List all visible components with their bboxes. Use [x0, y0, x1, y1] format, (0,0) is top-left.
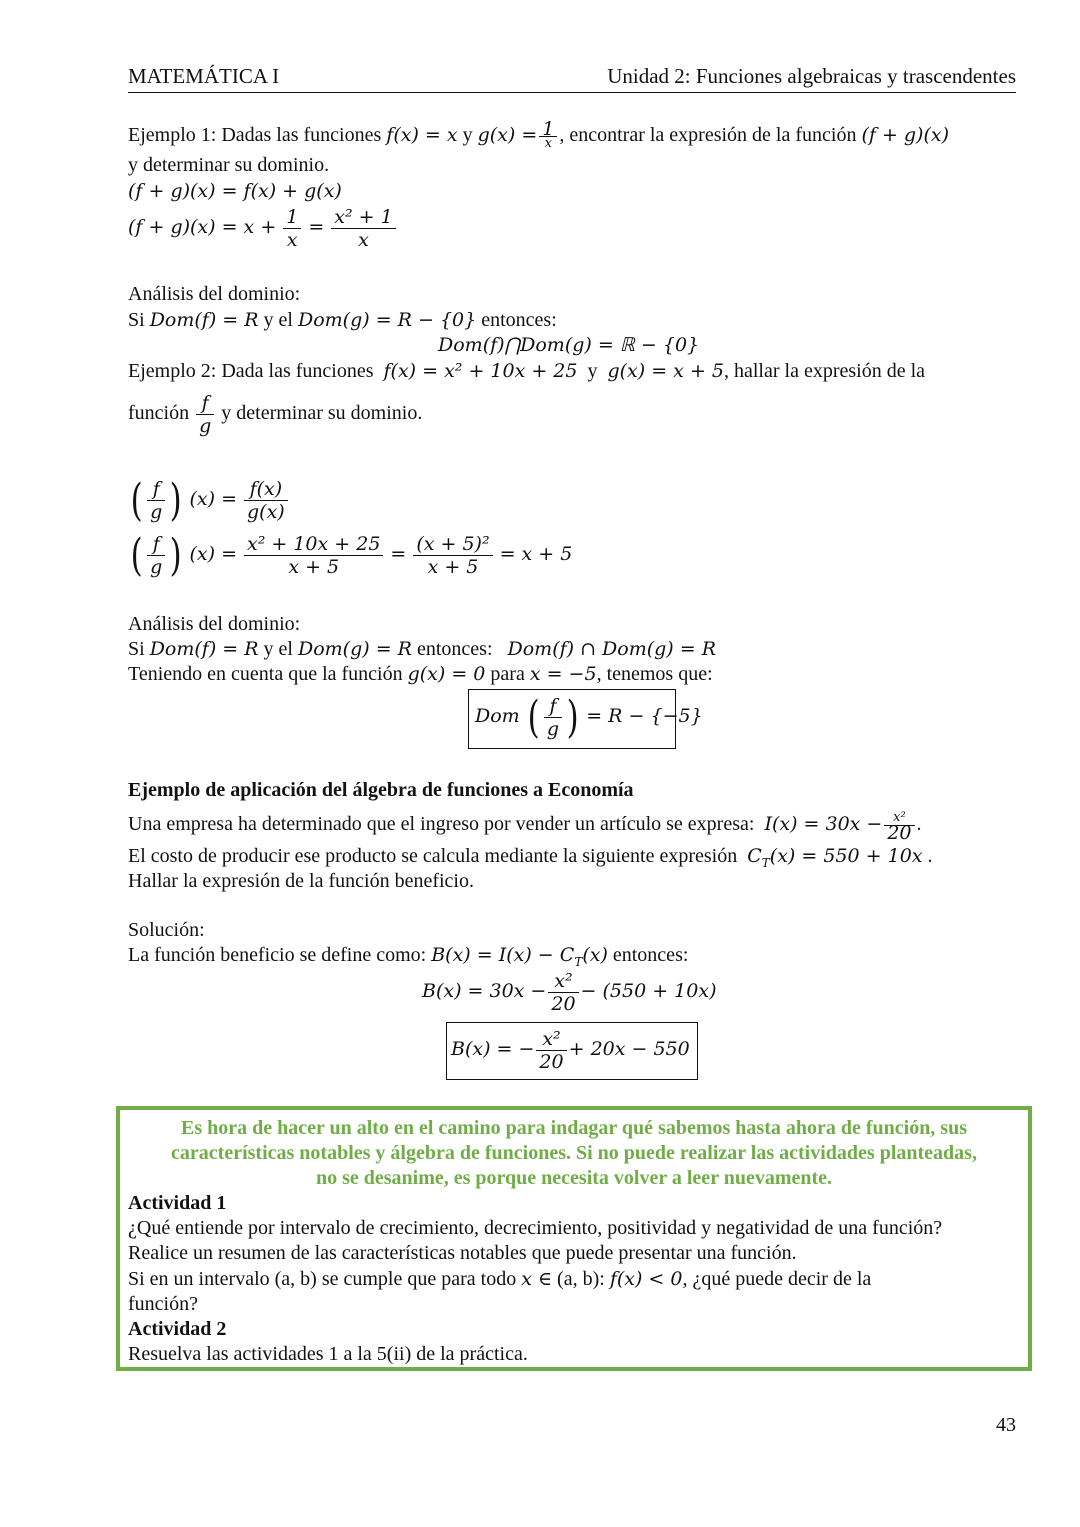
ex1-domain-line: Si Dom(f) = R y el Dom(g) = R − {0} entonces: [128, 309, 557, 331]
ex1-suffix: , encontrar la expresión de la función [559, 124, 857, 147]
econ-result-box: B(x) = − $\frac{\text{x²}}{20}$ + 20x − 550 [446, 1022, 698, 1080]
activity1-line2: Realice un resumen de las características notables que puede presentar una función. [128, 1242, 797, 1264]
ex1-prefix: Ejemplo 1: Dadas las funciones [128, 124, 382, 147]
activity1-title: Actividad 1 [128, 1192, 227, 1214]
ex2-statement-line2: función $\frac{f}{g}$ y determinar su dominio. [128, 392, 423, 437]
econ-eq1: B(x) = 30x − $\frac{\text{x²}}{20}$ − (550 + 10x) [422, 970, 717, 1015]
ex2-domain-title: Análisis del dominio: [128, 613, 301, 635]
activity2-line1: Resuelva las actividades 1 a la 5(ii) de la práctica. [128, 1343, 528, 1365]
ex2-eq1: ( $\frac{f}{g}$ ) (x) = $\frac{f(x)}{g(x)}$ [128, 478, 290, 523]
activity-intro-line2: características notables y álgebra de funciones. Si no puede realizar las actividades planteadas, [171, 1142, 977, 1164]
ex1-eq2-frac1: $\frac{1}{x}$ [283, 206, 301, 251]
activity1-line4: función? [128, 1293, 198, 1315]
ex2-teniendo-line: Teniendo en cuenta que la función g(x) = 0 para x = −5, tenemos que: [128, 663, 713, 685]
ex1-statement-line1 [128, 118, 950, 151]
activity-box [116, 1106, 1032, 1371]
ex2-statement-line1: Ejemplo 2: Dada las funciones f(x) = x² + 10x + 25 y g(x) = x + 5, hallar la expresión de la [128, 360, 926, 382]
activity-intro-line1: Es hora de hacer un alto en el camino para indagar qué sabemos hasta ahora de función, sus [180, 1117, 967, 1139]
ex1-f-def: f(x) = x [386, 124, 458, 147]
econ-title: Ejemplo de aplicación del álgebra de funciones a Economía [128, 779, 634, 801]
ex1-y: y [462, 124, 473, 147]
econ-solution-title: Solución: [128, 919, 205, 941]
activity-intro-line3: no se desanime, es porque necesita volver a leer nuevamente. [315, 1167, 833, 1189]
ex2-eq2-frac2: $\frac{\text{(x + 5)²}}{x + 5}$ [413, 533, 492, 578]
ex2-eq2-frac1: $\frac{\text{x² + 10x + 25}}{x + 5}$ [244, 533, 383, 578]
ex1-eq1: (f + g)(x) = f(x) + g(x) [128, 180, 342, 202]
econ-solution-line1: La función beneficio se define como: $B(x) = I(x) - C_T(x)$ entonces: [128, 944, 689, 969]
ex2-domain-line: Si Dom(f) = R y el Dom(g) = R entonces: Dom(f) ∩ Dom(g) = R [128, 638, 717, 660]
ex2-domain-box: Dom ( $\frac{f}{g}$ ) = R − {−5} [468, 689, 676, 749]
ex1-domain-result: Dom(f)⋂Dom(g) = ℝ − {0} [438, 334, 700, 356]
ex2-eq2: ( $\frac{f}{g}$ ) (x) = $\frac{\text{x² + 10x + 25}}{x + 5}$ = $\frac{\text{(x + 5)²}}{x + 5}$ = x + 5 [130, 529, 573, 581]
page-header [128, 64, 1016, 93]
course-title: MATEMÁTICA I [128, 64, 280, 88]
ex1-g-fraction: $\frac{1}{x}$ [539, 122, 557, 151]
ex1-sum-fn: (f + g)(x) [861, 124, 950, 147]
activity2-title: Actividad 2 [128, 1318, 227, 1340]
ex1-statement-line2: y determinar su dominio. [128, 154, 330, 176]
ex1-eq2: (f + g)(x) = x + $\frac{1}{x}$ = $\frac{\text{x² + 1}}{x}$ [128, 206, 398, 251]
activity1-line1: ¿Qué entiende por intervalo de crecimiento, decrecimiento, positividad y negatividad de una función? [128, 1217, 943, 1239]
ex1-eq2-frac2: $\frac{\text{x² + 1}}{x}$ [331, 206, 395, 251]
page-number: 43 [996, 1414, 1016, 1436]
ex1-domain-title: Análisis del dominio: [128, 283, 301, 305]
unit-title: Unidad 2: Funciones algebraicas y trascendentes [607, 64, 1016, 88]
ex2-fg-fraction: $\frac{f}{g}$ [196, 392, 214, 437]
econ-line1: Una empresa ha determinado que el ingreso por vender un artículo se expresa: I(x) = 30x − $\frac{\text{x²}}{20}$ . [128, 810, 922, 844]
activity1-line3: Si en un intervalo (a, b) se cumple que para todo x ∈ (a, b): f(x) < 0, ¿qué puede decir de la [128, 1268, 872, 1290]
ex1-g-def: g(x) = [477, 124, 538, 147]
ex2-eq1-frac: $\frac{f(x)}{g(x)}$ [244, 478, 288, 523]
econ-line2: El costo de producir ese producto se calcula mediante la siguiente expresión $C_T(x) = 550 + 10x$ . [128, 845, 933, 870]
econ-line3: Hallar la expresión de la función beneficio. [128, 870, 474, 892]
